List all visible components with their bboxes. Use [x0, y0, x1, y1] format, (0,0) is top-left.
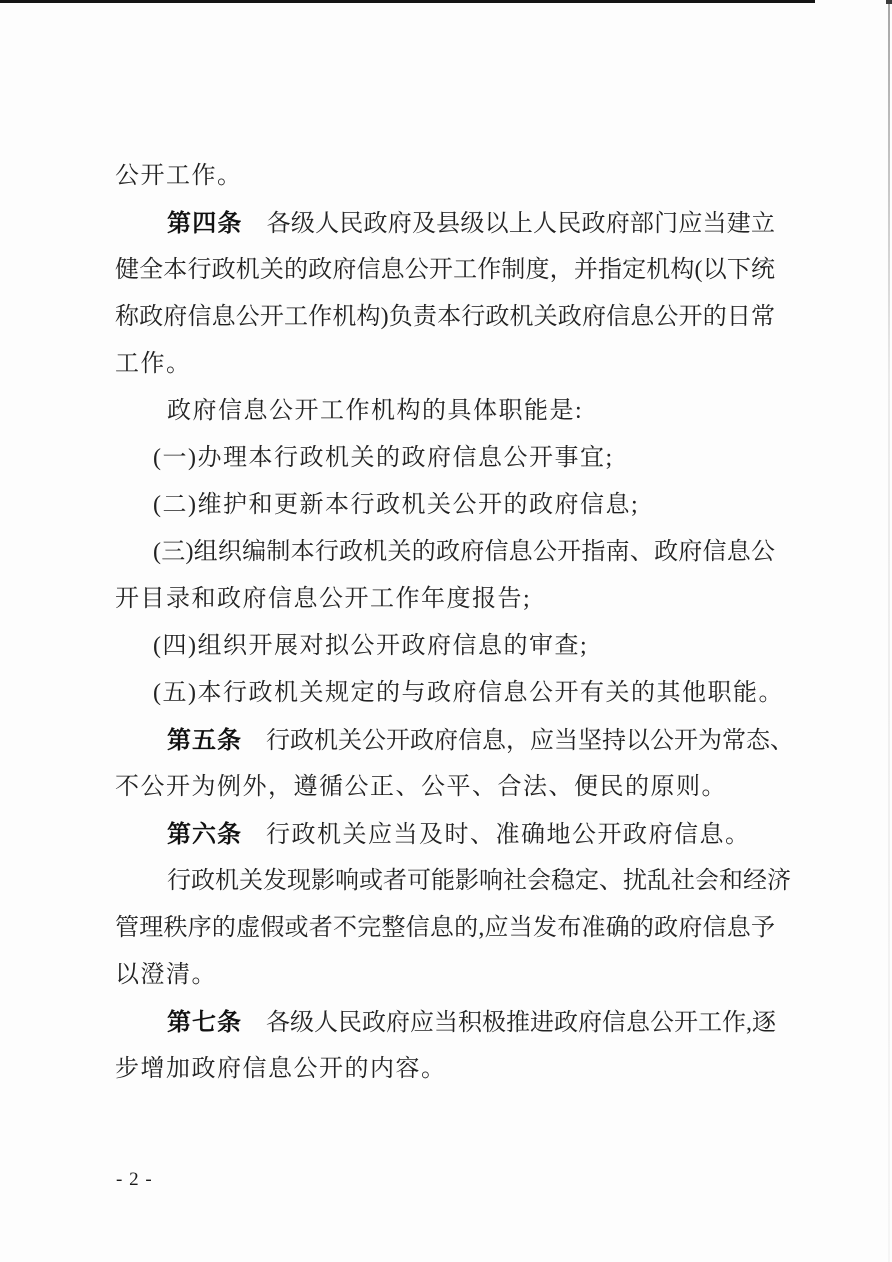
line-text: 开目录和政府信息公开工作年度报告; — [115, 586, 532, 612]
text-line — [115, 670, 784, 717]
text-line — [115, 576, 775, 623]
line-text: 健全本行政机关的政府信息公开工作制度，并指定机构(以下统 — [115, 257, 775, 283]
line-text: 不公开为例外，遵循公正、公平、合法、便民的原则。 — [115, 774, 727, 800]
text-line — [115, 905, 775, 952]
line-text: 称政府信息公开工作机构)负责本行政机关政府信息公开的日常 — [115, 304, 775, 330]
text-line — [115, 623, 775, 670]
text-line — [115, 999, 775, 1046]
text-line — [115, 388, 775, 435]
line-text: 行政机关应当及时、准确地公开政府信息。 — [266, 822, 751, 848]
scan-right-edge-line — [888, 0, 890, 1262]
text-line — [115, 247, 775, 294]
text-line — [115, 1046, 775, 1093]
line-text: 步增加政府信息公开的内容。 — [115, 1056, 447, 1082]
line-text: (四)组织开展对拟公开政府信息的审查; — [153, 633, 589, 659]
text-line — [115, 811, 775, 858]
article-number: 第六条 — [167, 821, 242, 848]
text-block — [115, 153, 794, 1093]
line-text: (五)本行政机关规定的与政府信息公开有关的其他职能。 — [153, 680, 784, 706]
text-line — [115, 200, 775, 247]
text-line — [115, 764, 775, 811]
line-text: (三)组织编制本行政机关的政府信息公开指南、政府信息公 — [153, 539, 775, 565]
line-text: 以澄清。 — [115, 962, 217, 988]
text-line — [115, 858, 791, 905]
line-text: 管理秩序的虚假或者不完整信息的,应当发布准确的政府信息予 — [115, 915, 775, 941]
text-line — [115, 529, 775, 576]
scan-top-edge-line — [0, 0, 815, 3]
text-line — [115, 482, 775, 529]
text-line — [115, 341, 775, 388]
line-text: 各级人民政府及县级以上人民政府部门应当建立 — [266, 211, 776, 237]
text-line — [115, 294, 775, 341]
line-text: 工作。 — [115, 351, 192, 377]
article-number: 第七条 — [167, 1009, 242, 1036]
line-text: (二)维护和更新本行政机关公开的政府信息; — [153, 492, 640, 518]
text-line — [115, 153, 775, 200]
line-text: 行政机关发现影响或者可能影响社会稳定、扰乱社会和经济 — [167, 868, 791, 894]
text-line — [115, 435, 775, 482]
line-text: 行政机关公开政府信息，应当坚持以公开为常态、 — [266, 728, 794, 754]
line-text: 政府信息公开工作机构的具体职能是: — [167, 398, 584, 424]
article-number: 第四条 — [167, 210, 243, 237]
article-number: 第五条 — [167, 727, 242, 754]
page-number: - 2 - — [116, 1169, 153, 1190]
line-text: 各级人民政府应当积极推进政府信息公开工作,逐 — [266, 1010, 776, 1036]
text-line — [115, 952, 775, 999]
text-line — [115, 717, 794, 764]
line-text: (一)办理本行政机关的政府信息公开事宜; — [153, 445, 614, 471]
line-text: 公开工作。 — [115, 163, 243, 189]
